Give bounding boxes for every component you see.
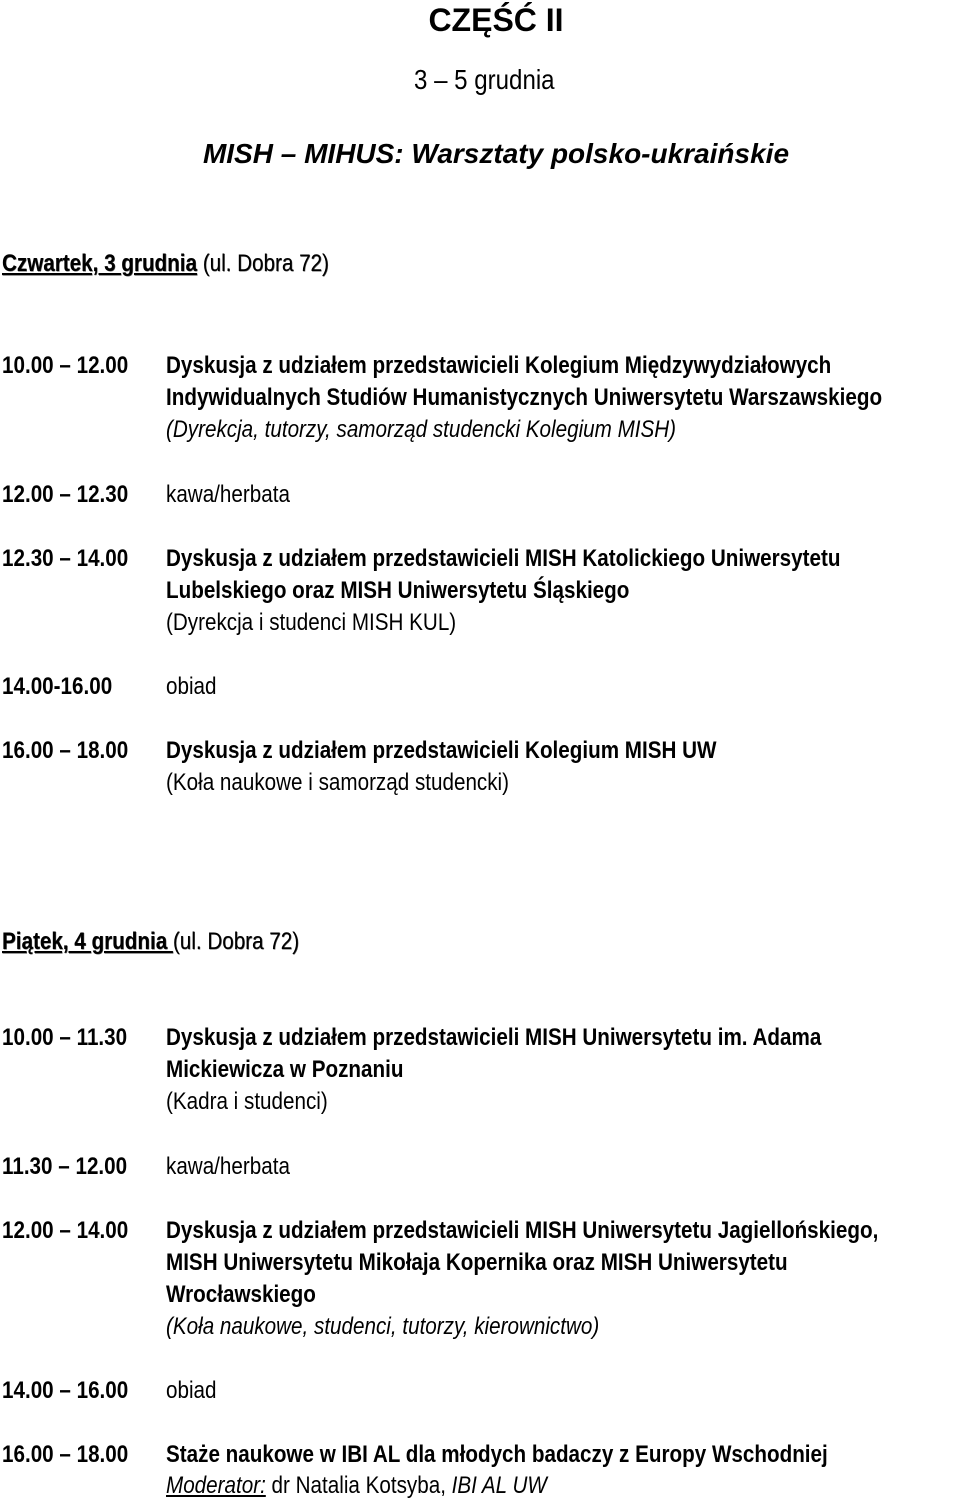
session-title-line: Indywidualnych Studiów Humanistycznych Uniwersytetu Warszawskiego <box>166 384 883 411</box>
session-note: (Dyrekcja i studenci MISH KUL) <box>166 609 457 636</box>
session-note: (Koła naukowe, studenci, tutorzy, kierownictwo) <box>166 1313 600 1340</box>
session-title-line: Mickiewicza w Poznaniu <box>166 1056 404 1083</box>
day-heading-friday <box>2 928 347 956</box>
session-title-line: MISH Uniwersytetu Mikołaja Kopernika oraz MISH Uniwersytetu <box>166 1249 788 1276</box>
session-title-line: Wrocławskiego <box>166 1281 316 1308</box>
day-name: Piątek, 4 grudnia <box>2 928 173 955</box>
session-time: 11.30 – 12.00 <box>2 1153 128 1180</box>
session-time: 10.00 – 12.00 <box>2 352 129 379</box>
session-note: (Dyrekcja, tutorzy, samorząd studencki Kolegium MISH) <box>166 416 677 443</box>
moderator-org: IBI AL UW <box>451 1472 547 1499</box>
session-time: 14.00-16.00 <box>2 673 113 700</box>
session-title-line: Staże naukowe w IBI AL dla młodych badaczy z Europy Wschodniej <box>166 1441 828 1468</box>
break-label: obiad <box>166 1377 217 1404</box>
session-title-line: Dyskusja z udziałem przedstawicieli MISH Uniwersytetu im. Adama <box>166 1024 822 1051</box>
session-note: (Kadra i studenci) <box>166 1088 328 1115</box>
moderator-name: dr Natalia Kotsyba, <box>265 1472 452 1499</box>
session-title-line: Dyskusja z udziałem przedstawicieli MISH Katolickiego Uniwersytetu <box>166 545 841 572</box>
session-title-line: Lubelskiego oraz MISH Uniwersytetu Śląskiego <box>166 577 630 604</box>
session-time: 16.00 – 18.00 <box>2 737 129 764</box>
moderator-label: Moderator: <box>166 1472 266 1499</box>
break-label: kawa/herbata <box>166 1153 290 1180</box>
session-time: 16.00 – 18.00 <box>2 1441 129 1468</box>
session-time: 12.00 – 12.30 <box>2 481 129 508</box>
break-label: kawa/herbata <box>166 481 290 508</box>
session-title-line: Dyskusja z udziałem przedstawicieli Kolegium Międzywydziałowych <box>166 352 832 379</box>
workshop-title: MISH – MIHUS: Warsztaty polsko-ukraińskie <box>202 138 790 169</box>
day-location: (ul. Dobra 72) <box>196 250 329 277</box>
day-location: (ul. Dobra 72) <box>172 928 300 955</box>
day-name: Czwartek, 3 grudnia <box>2 250 197 277</box>
session-time: 10.00 – 11.30 <box>2 1024 128 1051</box>
session-title-line: Dyskusja z udziałem przedstawicieli MISH Uniwersytetu Jagiellońskiego, <box>166 1217 879 1244</box>
moderator-line <box>166 1472 609 1500</box>
session-note: (Koła naukowe i samorząd studencki) <box>166 769 510 796</box>
session-time: 12.00 – 14.00 <box>2 1217 129 1244</box>
session-time: 12.30 – 14.00 <box>2 545 129 572</box>
session-time: 14.00 – 16.00 <box>2 1377 129 1404</box>
break-label: obiad <box>166 673 217 700</box>
dates-title: 3 – 5 grudnia <box>414 64 555 95</box>
session-title-line: Dyskusja z udziałem przedstawicieli Kolegium MISH UW <box>166 737 717 764</box>
day-heading-thursday <box>2 250 382 278</box>
part-title: CZĘŚĆ II <box>428 2 564 38</box>
